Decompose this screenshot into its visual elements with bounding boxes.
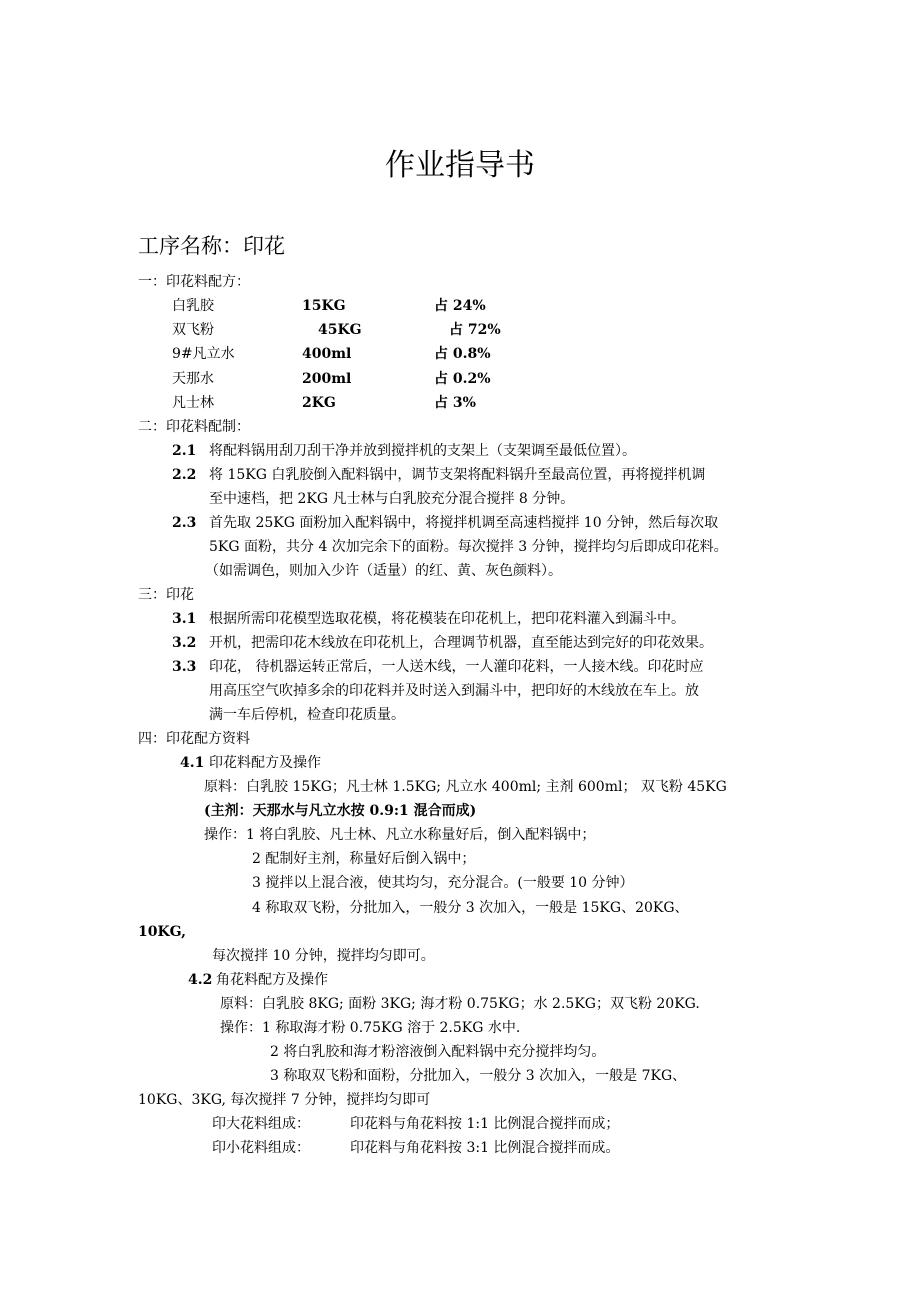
step-number: 2.1 <box>172 443 197 459</box>
operation-step-wrap: 每次搅拌 10 分钟，搅拌均匀即可。 <box>212 948 435 964</box>
ingredients-note: (主剂：天那水与凡立水按 0.9:1 混合而成) <box>204 803 477 819</box>
operation-step: 操作：1 将白乳胶、凡士林、凡立水称量好后，倒入配料锅中； <box>204 827 596 843</box>
big-flower-text: 印花料与角花料按 1:1 比例混合搅拌而成； <box>350 1116 620 1132</box>
step-number: 2.3 <box>172 515 197 531</box>
small-flower-label: 印小花料组成： <box>212 1140 310 1156</box>
operation-step: 3 称取双飞粉和面粉，分批加入，一般分 3 次加入，一般是 7KG、 <box>270 1068 687 1084</box>
operation-step: 2 将白乳胶和海才粉溶液倒入配料锅中充分搅拌均匀。 <box>270 1044 606 1060</box>
subsection-title: 角花料配方及操作 <box>216 972 328 988</box>
formula-name: 凡士林 <box>172 395 214 411</box>
formula-qty: 400ml <box>302 346 352 362</box>
small-flower-text: 印花料与角花料按 3:1 比例混合搅拌而成。 <box>350 1140 620 1156</box>
formula-pct: 占 3% <box>434 395 476 411</box>
formula-qty: 45KG <box>318 322 362 338</box>
formula-name: 天那水 <box>172 371 214 387</box>
formula-qty: 2KG <box>302 395 336 411</box>
step-number: 2.2 <box>172 467 197 483</box>
operation-step: 操作：1 称取海才粉 0.75KG 溶于 2.5KG 水中. <box>220 1020 521 1036</box>
formula-name: 9#凡立水 <box>172 346 235 362</box>
formula-pct: 占 0.2% <box>434 371 491 387</box>
operation-step: 2 配制好主剂，称量好后倒入锅中； <box>252 851 476 867</box>
operation-step: 3 搅拌以上混合液，使其均匀，充分混合。(一般要 10 分钟） <box>252 875 634 891</box>
operation-step: 4 称取双飞粉，分批加入，一般分 3 次加入，一般是 15KG、20KG、 <box>252 900 689 916</box>
step-text: 根据所需印花模型选取花模，将花模装在印花机上，把印花料灌入到漏斗中。 <box>209 611 685 627</box>
subsection-title: 印花料配方及操作 <box>209 755 321 771</box>
big-flower-label: 印大花料组成： <box>212 1116 310 1132</box>
formula-qty: 15KG <box>302 298 346 314</box>
step-text: 至中速档，把 2KG 凡士林与白乳胶充分混合搅拌 8 分钟。 <box>209 491 575 507</box>
step-text: （如需调色，则加入少许（适量）的红、黄、灰色颜料）。 <box>205 563 562 579</box>
subsection-number: 4.2 <box>188 972 213 988</box>
operation-step-wrap: 10KG, <box>138 924 186 940</box>
step-text: 将配料锅用刮刀刮干净并放到搅拌机的支架上（支架调至最低位置）。 <box>209 443 636 459</box>
section-2-heading: 二：印花料配制： <box>138 419 250 435</box>
section-3-heading: 三：印花 <box>138 587 194 603</box>
step-text: 开机，把需印花木线放在印花机上，合理调节机器，直至能达到完好的印花效果。 <box>209 635 713 651</box>
formula-pct: 占 72% <box>449 322 501 338</box>
section-4-heading: 四：印花配方资料 <box>138 731 250 747</box>
operation-step-wrap: 10KG、3KG, 每次搅拌 7 分钟，搅拌均匀即可 <box>138 1092 431 1108</box>
section-1-heading: 一：印花料配方： <box>138 274 250 290</box>
formula-pct: 占 24% <box>434 298 486 314</box>
step-text: 5KG 面粉，共分 4 次加完余下的面粉。每次搅拌 3 分钟，搅拌均匀后即成印花料。 <box>209 539 728 555</box>
step-text: 首先取 25KG 面粉加入配料锅中，将搅拌机调至高速档搅拌 10 分钟，然后每次取 <box>209 515 719 531</box>
formula-name: 双飞粉 <box>172 322 214 338</box>
step-text: 印花， 待机器运转正常后，一人送木线，一人灌印花料，一人接木线。印花时应 <box>209 659 704 675</box>
formula-pct: 占 0.8% <box>434 346 491 362</box>
formula-qty: 200ml <box>302 371 352 387</box>
step-number: 3.1 <box>172 611 197 627</box>
process-name: 工序名称：印花 <box>138 234 285 258</box>
step-text: 将 15KG 白乳胶倒入配料锅中，调节支架将配料锅升至最高位置，再将搅拌机调 <box>209 467 706 483</box>
step-number: 3.2 <box>172 635 197 651</box>
formula-name: 白乳胶 <box>172 298 214 314</box>
document-title: 作业指导书 <box>385 148 535 183</box>
subsection-number: 4.1 <box>180 755 205 771</box>
step-text: 用高压空气吹掉多余的印花料并及时送入到漏斗中，把印好的木线放在车上。放 <box>209 683 699 699</box>
ingredients-line: 原料：白乳胶 8KG; 面粉 3KG; 海才粉 0.75KG；水 2.5KG；双飞粉 20KG. <box>220 996 700 1012</box>
step-text: 满一车后停机，检查印花质量。 <box>209 707 405 723</box>
ingredients-line: 原料：白乳胶 15KG；凡士林 1.5KG; 凡立水 400ml; 主剂 600ml； 双飞粉 45KG <box>204 779 727 795</box>
step-number: 3.3 <box>172 659 197 675</box>
